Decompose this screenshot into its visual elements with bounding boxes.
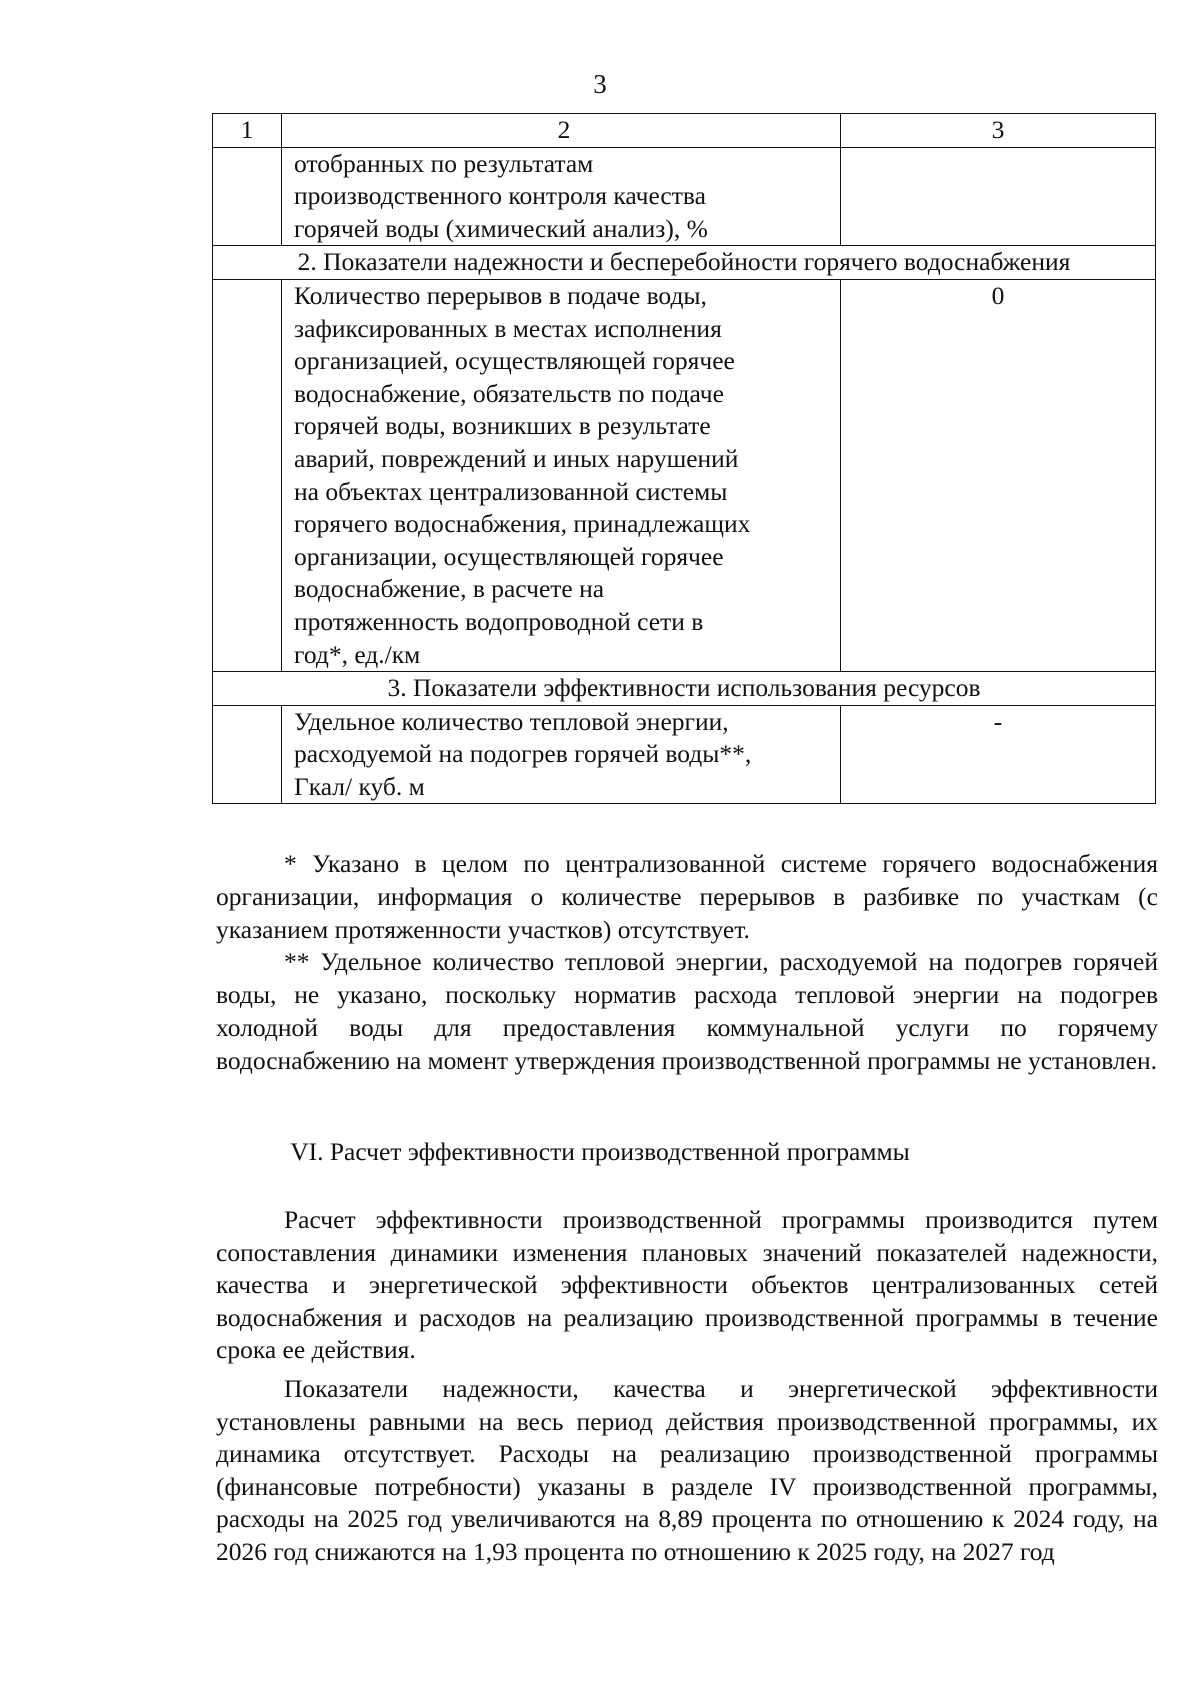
- indicator-name-line: Количество перерывов в подаче воды,: [294, 280, 707, 310]
- indicator-name-line: отобранных по результатам: [294, 148, 594, 178]
- section-heading: VI. Расчет эффективности производственной программы: [290, 1137, 910, 1166]
- row-number-cell: [213, 279, 282, 671]
- indicator-name-line: год*, ед./км: [294, 639, 421, 669]
- header-cell-3: 3: [841, 114, 1156, 148]
- indicator-value-cell: -: [841, 705, 1156, 804]
- indicator-name-line: производственного контроля качества: [294, 181, 706, 211]
- indicator-name-line: расходуемой на подогрев горячей воды**,: [294, 739, 752, 769]
- indicator-name-cell: [282, 705, 841, 804]
- indicator-name-line: горячей воды, возникших в результате: [294, 411, 711, 441]
- footnote-2: ** Удельное количество тепловой энергии, расходуемой на подогрев горячей воды, не указано, поскольку норматив расхода тепловой энергии на подогрев холодной воды для предоставления коммунальной услуги по горячему водоснабжению на момент утверждения производственной программы не установлен.: [216, 947, 1158, 1075]
- indicators-table-body: [213, 114, 1156, 804]
- paragraph-1: Расчет эффективности производственной программы производится путем сопоставления динамики изменения плановых значений показателей надежности, качества и энергетической эффективности объектов централизованных сетей водоснабжения и расходов на реализацию производственной программы в течение срока ее действия.: [216, 1205, 1158, 1365]
- header-cell-1: 1: [213, 114, 282, 148]
- indicator-name-line: организацией, осуществляющей горячее: [294, 346, 735, 376]
- indicator-name-line: горячей воды (химический анализ), %: [294, 213, 708, 243]
- indicator-value-cell: 0: [841, 279, 1156, 671]
- indicator-name-line: водоснабжение, обязательств по подаче: [294, 378, 724, 408]
- body-text: [216, 1204, 1158, 1569]
- indicator-name-line: организации, осуществляющей горячее: [294, 541, 724, 571]
- indicator-name-line: зафиксированных в местах исполнения: [294, 313, 722, 343]
- indicator-name-line: водоснабжение, в расчете на: [294, 574, 605, 604]
- indicator-value-cell: [841, 147, 1156, 246]
- indicator-name-line: на объектах централизованной системы: [294, 476, 728, 506]
- row-number-cell: [213, 705, 282, 804]
- indicator-name-line: аварий, повреждений и иных нарушений: [294, 443, 739, 473]
- indicators-table: [212, 113, 1156, 804]
- header-cell-2: 2: [282, 114, 841, 148]
- table-header-row: [213, 114, 1156, 148]
- paragraph-2: Показатели надежности, качества и энергетической эффективности установлены равными на весь период действия производственной программы, их динамика отсутствует. Расходы на реализацию производственной программы (финансовые потребности) указаны в разделе IV производственной программы, расходы на 2025 год увеличиваются на 8,89 процента по отношению к 2024 году, на 2026 год снижаются на 1,93 процента по отношению к 2025 году, на 2027 год: [216, 1373, 1158, 1566]
- indicator-name-cell: [282, 279, 841, 671]
- table-row: [213, 705, 1156, 804]
- footnotes: [216, 848, 1158, 1078]
- page-number: 3: [593, 69, 607, 99]
- table-section-row: [213, 672, 1156, 706]
- row-number-cell: [213, 147, 282, 246]
- section-title: 2. Показатели надежности и бесперебойности горячего водоснабжения: [213, 246, 1156, 280]
- indicator-name-line: Гкал/ куб. м: [294, 771, 425, 801]
- indicator-name-line: горячего водоснабжения, принадлежащих: [294, 509, 751, 539]
- section-title: 3. Показатели эффективности использования ресурсов: [213, 672, 1156, 706]
- indicator-name-line: протяженность водопроводной сети в: [294, 606, 704, 636]
- table-section-row: [213, 246, 1156, 280]
- footnote-1: * Указано в целом по централизованной системе горячего водоснабжения организации, информация о количестве перерывов в разбивке по участкам (с указанием протяженности участков) отсутствует.: [216, 849, 1158, 944]
- indicator-name-line: Удельное количество тепловой энергии,: [294, 706, 729, 736]
- indicator-name-cell: [282, 147, 841, 246]
- table-row: [213, 147, 1156, 246]
- table-row: [213, 279, 1156, 671]
